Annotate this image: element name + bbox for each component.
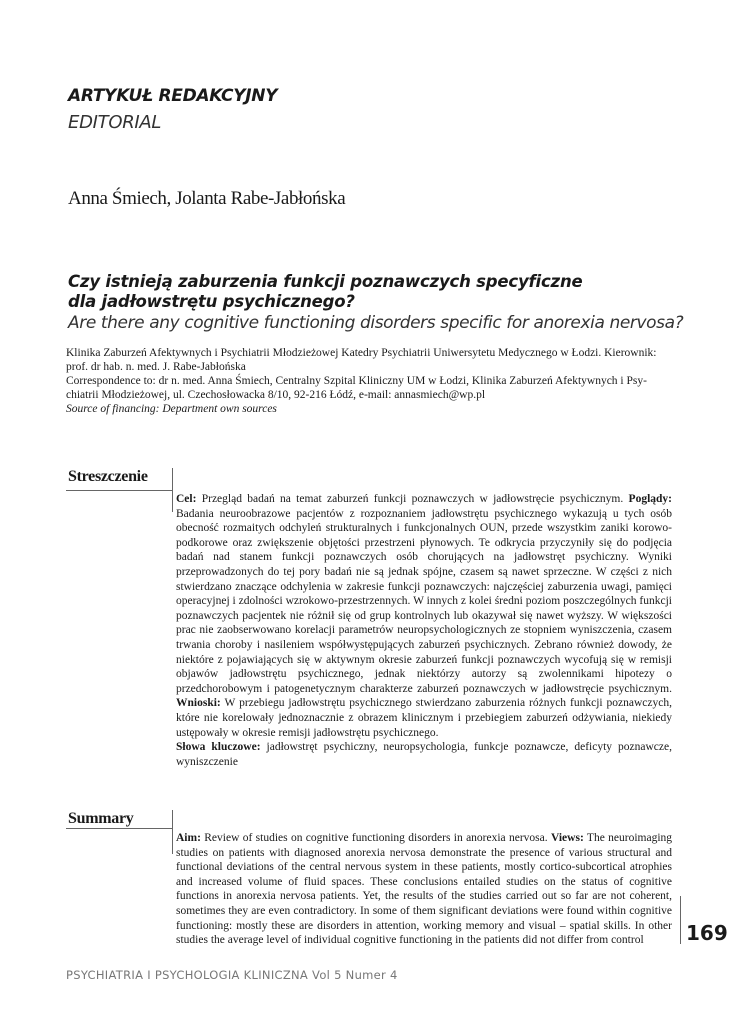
section-label: ARTYKUŁ REDAKCYJNY [68, 86, 278, 106]
aim-label: Aim: [176, 832, 201, 844]
correspondence-line: Correspondence to: dr n. med. Anna Śmiech, Centralny Szpital Kliniczny UM w Łodzi, Klinika Zaburzeń Afektywnych i Psy- [66, 375, 647, 387]
cel-label: Cel: [176, 493, 197, 505]
summary-heading: Summary [68, 810, 134, 827]
views-text: The neuroimaging studies on patients with diagnosed anorexia nervosa demonstrate the presence of various structural and functional deviations of the central nervous system in these patients, mostly cortico-subcortical atrophies and increased volume of fluid spaces. These conclusions entailed studies on the status of cognitive functions in anorexia nervosa patients. Yet, the results of the studies carried out so far are not coherent, sometimes they are even contradictory. In some of them significant deviations were found within cognitive functioning: mostly these are disorders in attention, working memory and visual – spatial skills. In other studies the average level of individual cognitive functioning in the patients did not differ from control [176, 832, 673, 947]
keywords-text: jadłowstręt psychiczny, neuropsychologia, funkcje poznawcze, deficyty poznawcze, wyniszczenie [176, 741, 672, 768]
authors: Anna Śmiech, Jolanta Rabe-Jabłońska [68, 188, 346, 209]
heading-rule [66, 490, 172, 491]
page-number: 169 [686, 921, 728, 945]
keywords-label: Słowa kluczowe: [176, 741, 261, 753]
title-line-2: dla jadłowstrętu psychicznego? [68, 292, 355, 311]
aim-text: Review of studies on cognitive functioning disorders in anorexia nervosa. [200, 832, 551, 844]
heading-rule-vertical [172, 810, 173, 854]
affiliation-line: Klinika Zaburzeń Afektywnych i Psychiatrii Młodzieżowej Katedry Psychiatrii Uniwersytetu Medycznego w Łodzi. Kierownik: [66, 347, 657, 359]
article-title-polish [68, 272, 708, 312]
cel-text: Przegląd badań na temat zaburzeń funkcji poznawczych w jadłowstręcie psychicznym. [196, 493, 629, 505]
poglady-text: Badania neuroobrazowe pacjentów z rozpoznaniem jadłowstrętu psychicznego wykazują u tych osób obecność rozmaitych odchyleń strukturalnych i funkcjonalnych OUN, przede wszystkim zaniki korowo-podkorowe oraz zwiększenie objętości przestrzeni płynowych. Te odkrycia przyczyniły się do podjęcia badań nad stanem funkcji poznawczych osób chorujących na jadłowstręt psychiczny. Wyniki przeprowadzonych do tej pory badań nie są jednak spójne, czasem są nawet sprzeczne. W części z nich stwierdzano znaczące odchylenia w zakresie funkcji poznawczych: najczęściej zaburzenia uwagi, pamięci operacyjnej i zdolności wzrokowo-przestrzennych. W innych z kolei średni poziom poszczególnych funkcji poznawczych pacjentek nie różnił się od grup kontrolnych lub okazywał się nawet wyższy. W większości prac nie zaobserwowano korelacji parametrów neuropsychologicznych ze stopniem wyniszczenia, czasem trwania choroby i nasileniem współwystępujących zaburzeń psychicznych. Zebrano również dowody, że niektóre z pojawiających się w aktywnym okresie zaburzeń funkcji poznawczych wycofują się w remisji objawów jadłowstrętu psychicznego, jednak niektórzy autorzy są zwolennikami hipotezy o przedchorobowym i patogenetycznym charakterze zaburzeń poznawczych w jadłowstręcie psychicznym. [176, 507, 672, 695]
heading-rule [66, 828, 172, 829]
heading-rule-vertical [172, 468, 173, 512]
views-label: Views: [550, 832, 584, 844]
title-line-1: Czy istnieją zaburzenia funkcji poznawczych specyficzne [68, 272, 583, 291]
affiliation-block [66, 346, 676, 416]
correspondence-line: chiatrii Młodzieżowej, ul. Czechosłowacka 8/10, 92-216 Łódź, e-mail: annasmiech@wp.pl [66, 389, 486, 401]
affiliation-line: prof. dr hab. n. med. J. Rabe-Jabłońska [66, 361, 246, 373]
funding-source: Source of financing: Department own sources [66, 403, 277, 415]
page-number-rule [680, 896, 681, 944]
streszczenie-heading: Streszczenie [68, 468, 148, 485]
journal-footer: PSYCHIATRIA I PSYCHOLOGIA KLINICZNA Vol 5 Numer 4 [66, 968, 398, 982]
poglady-label: Poglądy: [628, 493, 672, 505]
article-title-english: Are there any cognitive functioning disorders specific for anorexia nervosa? [68, 313, 684, 333]
abstract-english [176, 831, 672, 948]
section-label-english: EDITORIAL [68, 112, 162, 133]
keywords [176, 740, 672, 769]
wnioski-label: Wnioski: [176, 697, 221, 710]
abstract-polish [176, 492, 672, 740]
wnioski-text: W przebiegu jadłowstrętu psychicznego stwierdzano zaburzenia różnych funkcji poznawczych, które nie korelowały jednoznacznie z obrazem klinicznym i przebiegiem zaburzeń odżywiania, niekiedy ustępowały w okresie remisji jadłowstrętu psychicznego. [176, 697, 672, 739]
